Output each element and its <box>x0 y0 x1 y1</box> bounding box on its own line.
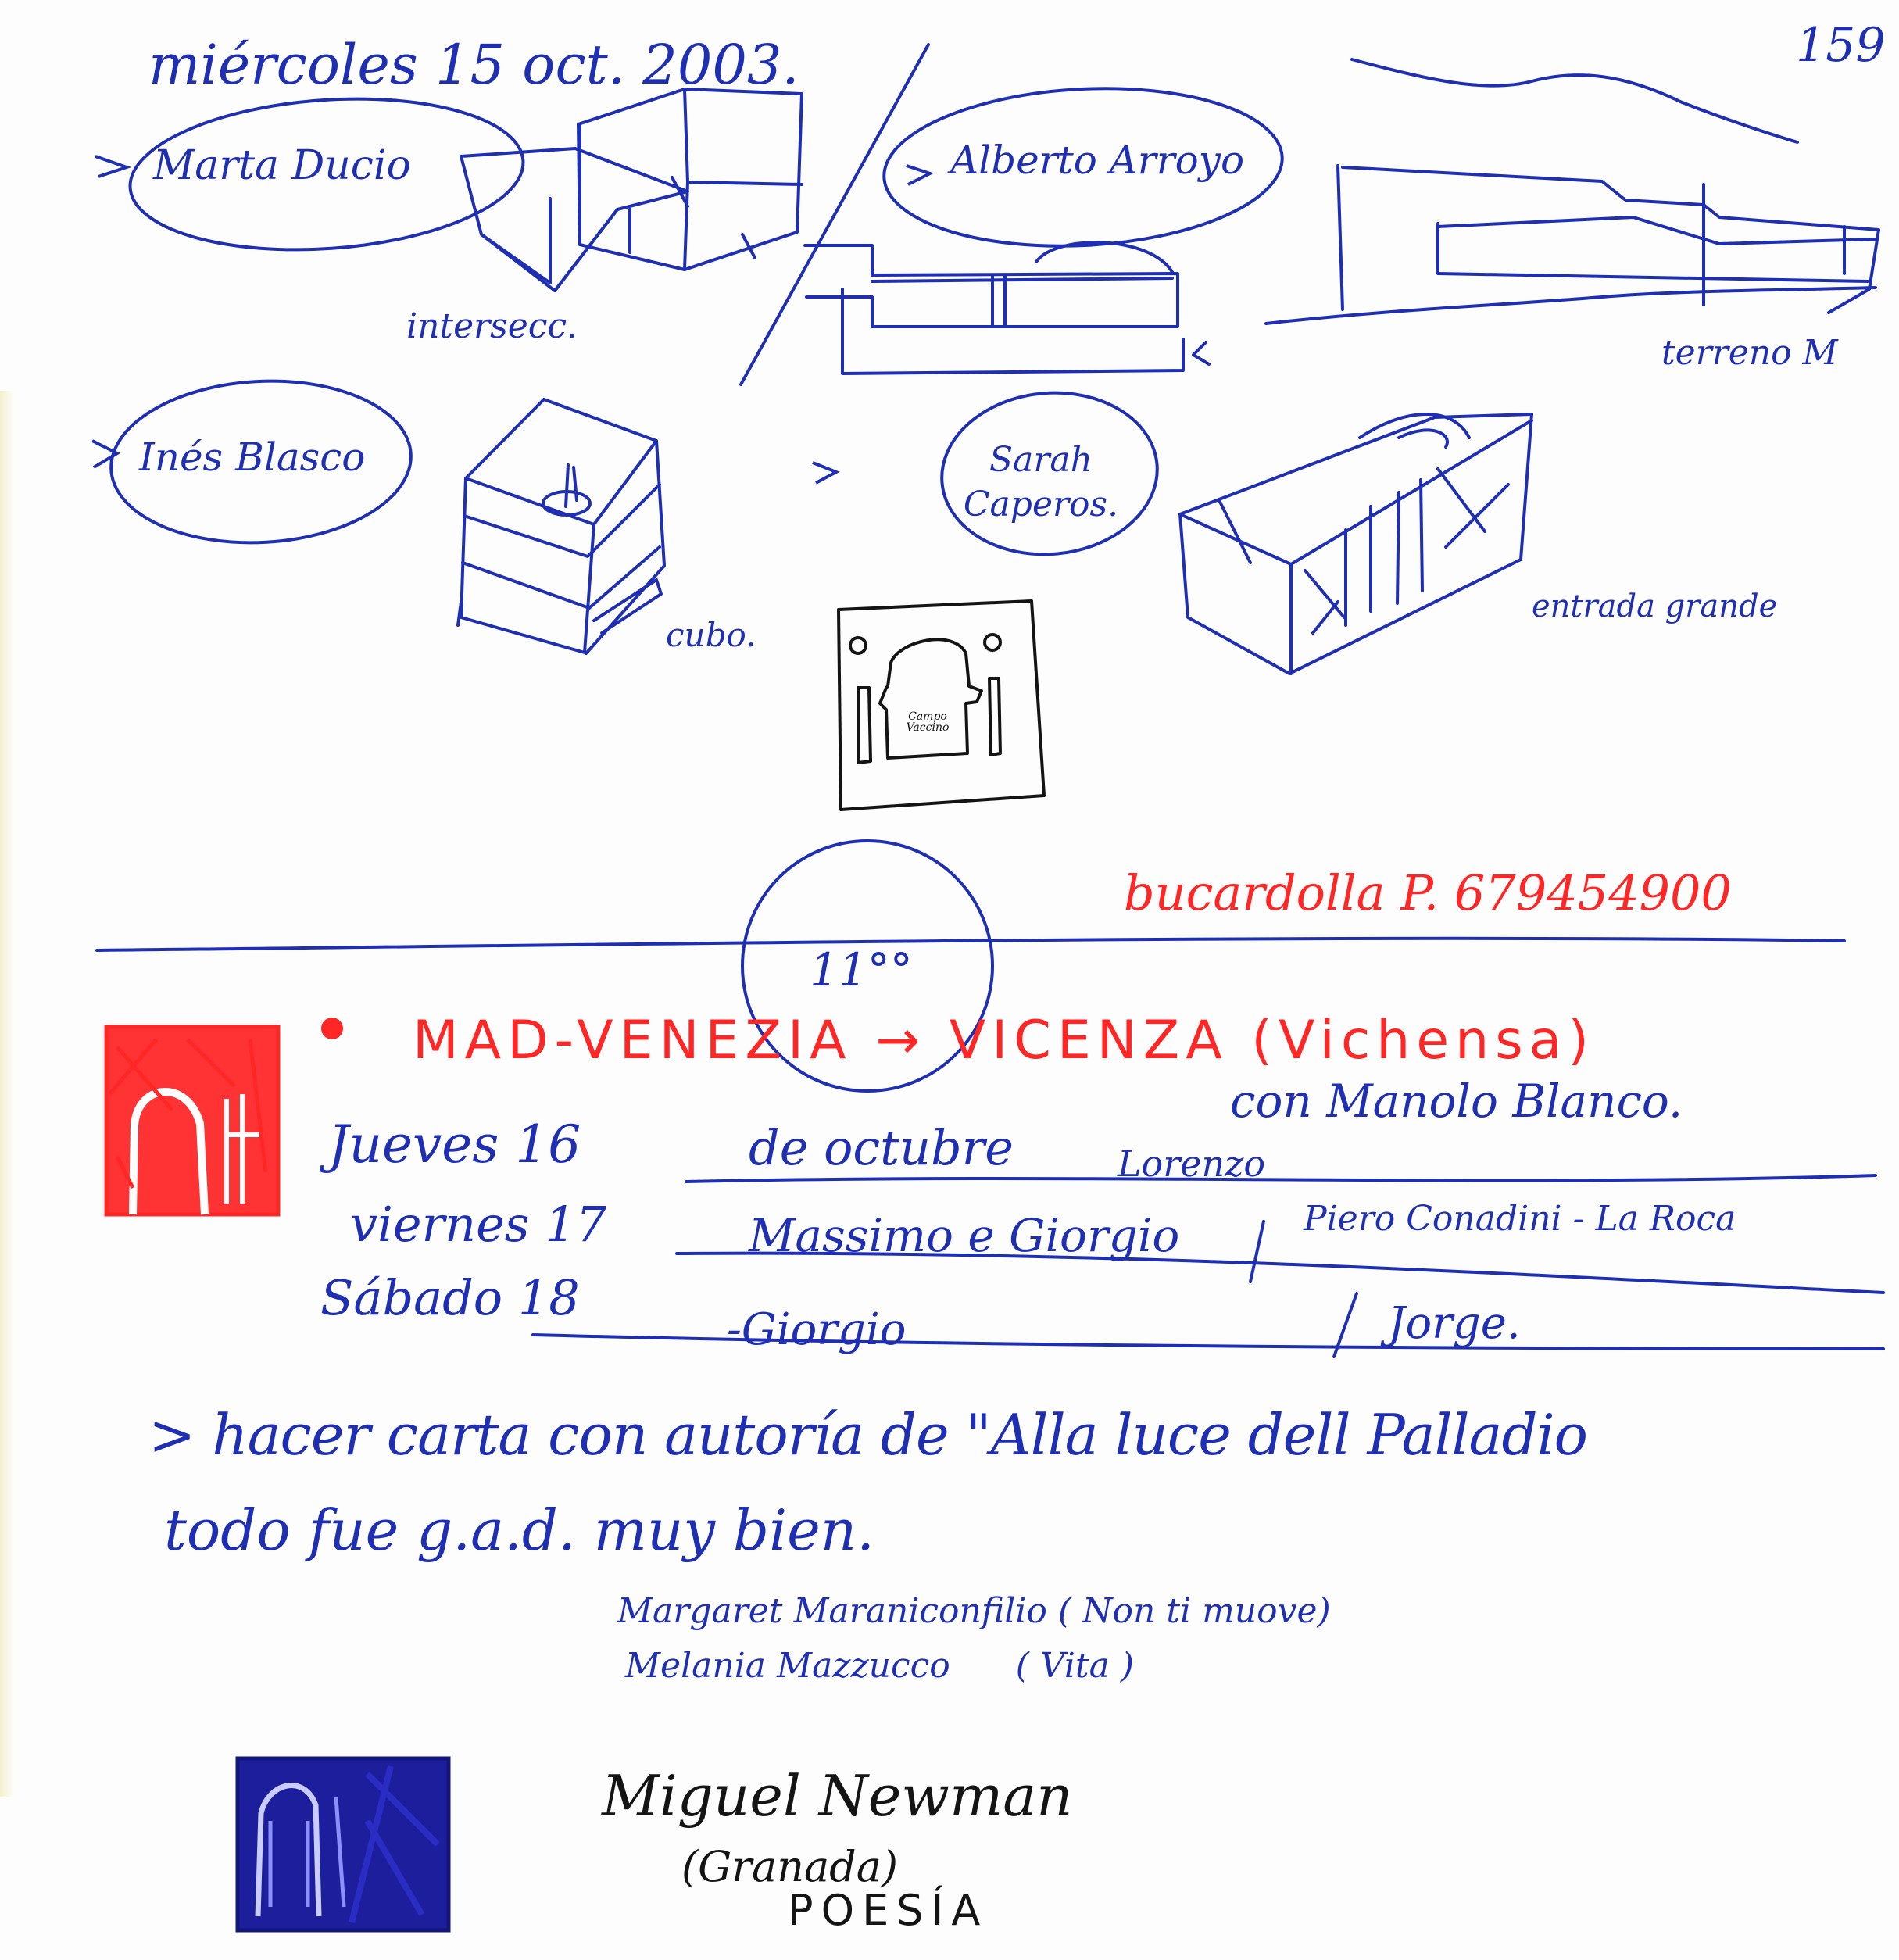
stamp-rule <box>458 602 461 625</box>
caption-terreno: terreno M <box>1661 333 1838 373</box>
name-alberto: Alberto Arroyo <box>950 138 1245 183</box>
caption-entrada: entrada grande <box>1532 588 1778 624</box>
signature-name: Miguel Newman <box>602 1763 1073 1829</box>
red-arch-sketch <box>106 1027 278 1214</box>
page-number: 159 <box>1796 18 1886 73</box>
divider-circle-text: 11°° <box>810 943 913 996</box>
todo-line-2: todo fue g.a.d. muy bien. <box>164 1497 874 1563</box>
name-sarah: Sarah Caperos. <box>963 440 1119 525</box>
schedule-extra-1: Lorenzo <box>1118 1143 1266 1185</box>
schedule-day-1: Jueves 16 <box>328 1114 581 1175</box>
schedule-detail-2: Massimo e Giorgio <box>749 1209 1180 1262</box>
name-ines: Inés Blasco <box>139 435 366 480</box>
stamp-text: Campo Vaccino <box>906 710 950 734</box>
phone-note: bucardolla P. 679454900 <box>1124 864 1732 921</box>
schedule-day-3: Sábado 18 <box>320 1269 580 1326</box>
contact-line-2: Melania Mazzucco ( Vita ) <box>625 1646 1134 1686</box>
plan-sketch <box>805 242 1209 374</box>
hatched-block-sketch <box>1180 414 1532 674</box>
signature-genre: POESÍA <box>788 1886 989 1935</box>
schedule-day-2: viernes 17 <box>350 1196 607 1253</box>
stamp-sketch <box>839 601 1044 810</box>
caption-intersecc: intersecc. <box>406 306 578 346</box>
divider-line <box>97 939 1844 950</box>
trip-title: MAD-VENEZIA → VICENZA (Vichensa) <box>413 1010 1595 1071</box>
contact-line-1: Margaret Maraniconfilio ( Non ti muove) <box>617 1591 1331 1631</box>
todo-line-1: > hacer carta con autoría de "Alla luce dell Palladio <box>148 1402 1587 1468</box>
schedule-extra-3: Jorge. <box>1388 1298 1521 1349</box>
signature-place: (Granada) <box>681 1842 899 1891</box>
schedule-detail-3: -Giorgio <box>727 1304 907 1355</box>
schedule-extra-2: Piero Conadini - La Roca <box>1304 1199 1736 1239</box>
trip-companion: con Manolo Blanco. <box>1230 1075 1683 1128</box>
schedule-rule-1 <box>686 1175 1876 1182</box>
cube-sketch <box>461 399 664 653</box>
red-bullet <box>321 1018 343 1039</box>
caption-cubo: cubo. <box>666 616 756 654</box>
name-marta: Marta Ducio <box>153 142 411 189</box>
schedule-detail-1: de octubre <box>749 1119 1014 1176</box>
contact-separator-1 <box>1250 1221 1264 1282</box>
date-heading: miércoles 15 oct. 2003. <box>148 33 799 97</box>
navy-arch-sketch <box>238 1758 449 1930</box>
terrain-sketch <box>1266 59 1879 324</box>
